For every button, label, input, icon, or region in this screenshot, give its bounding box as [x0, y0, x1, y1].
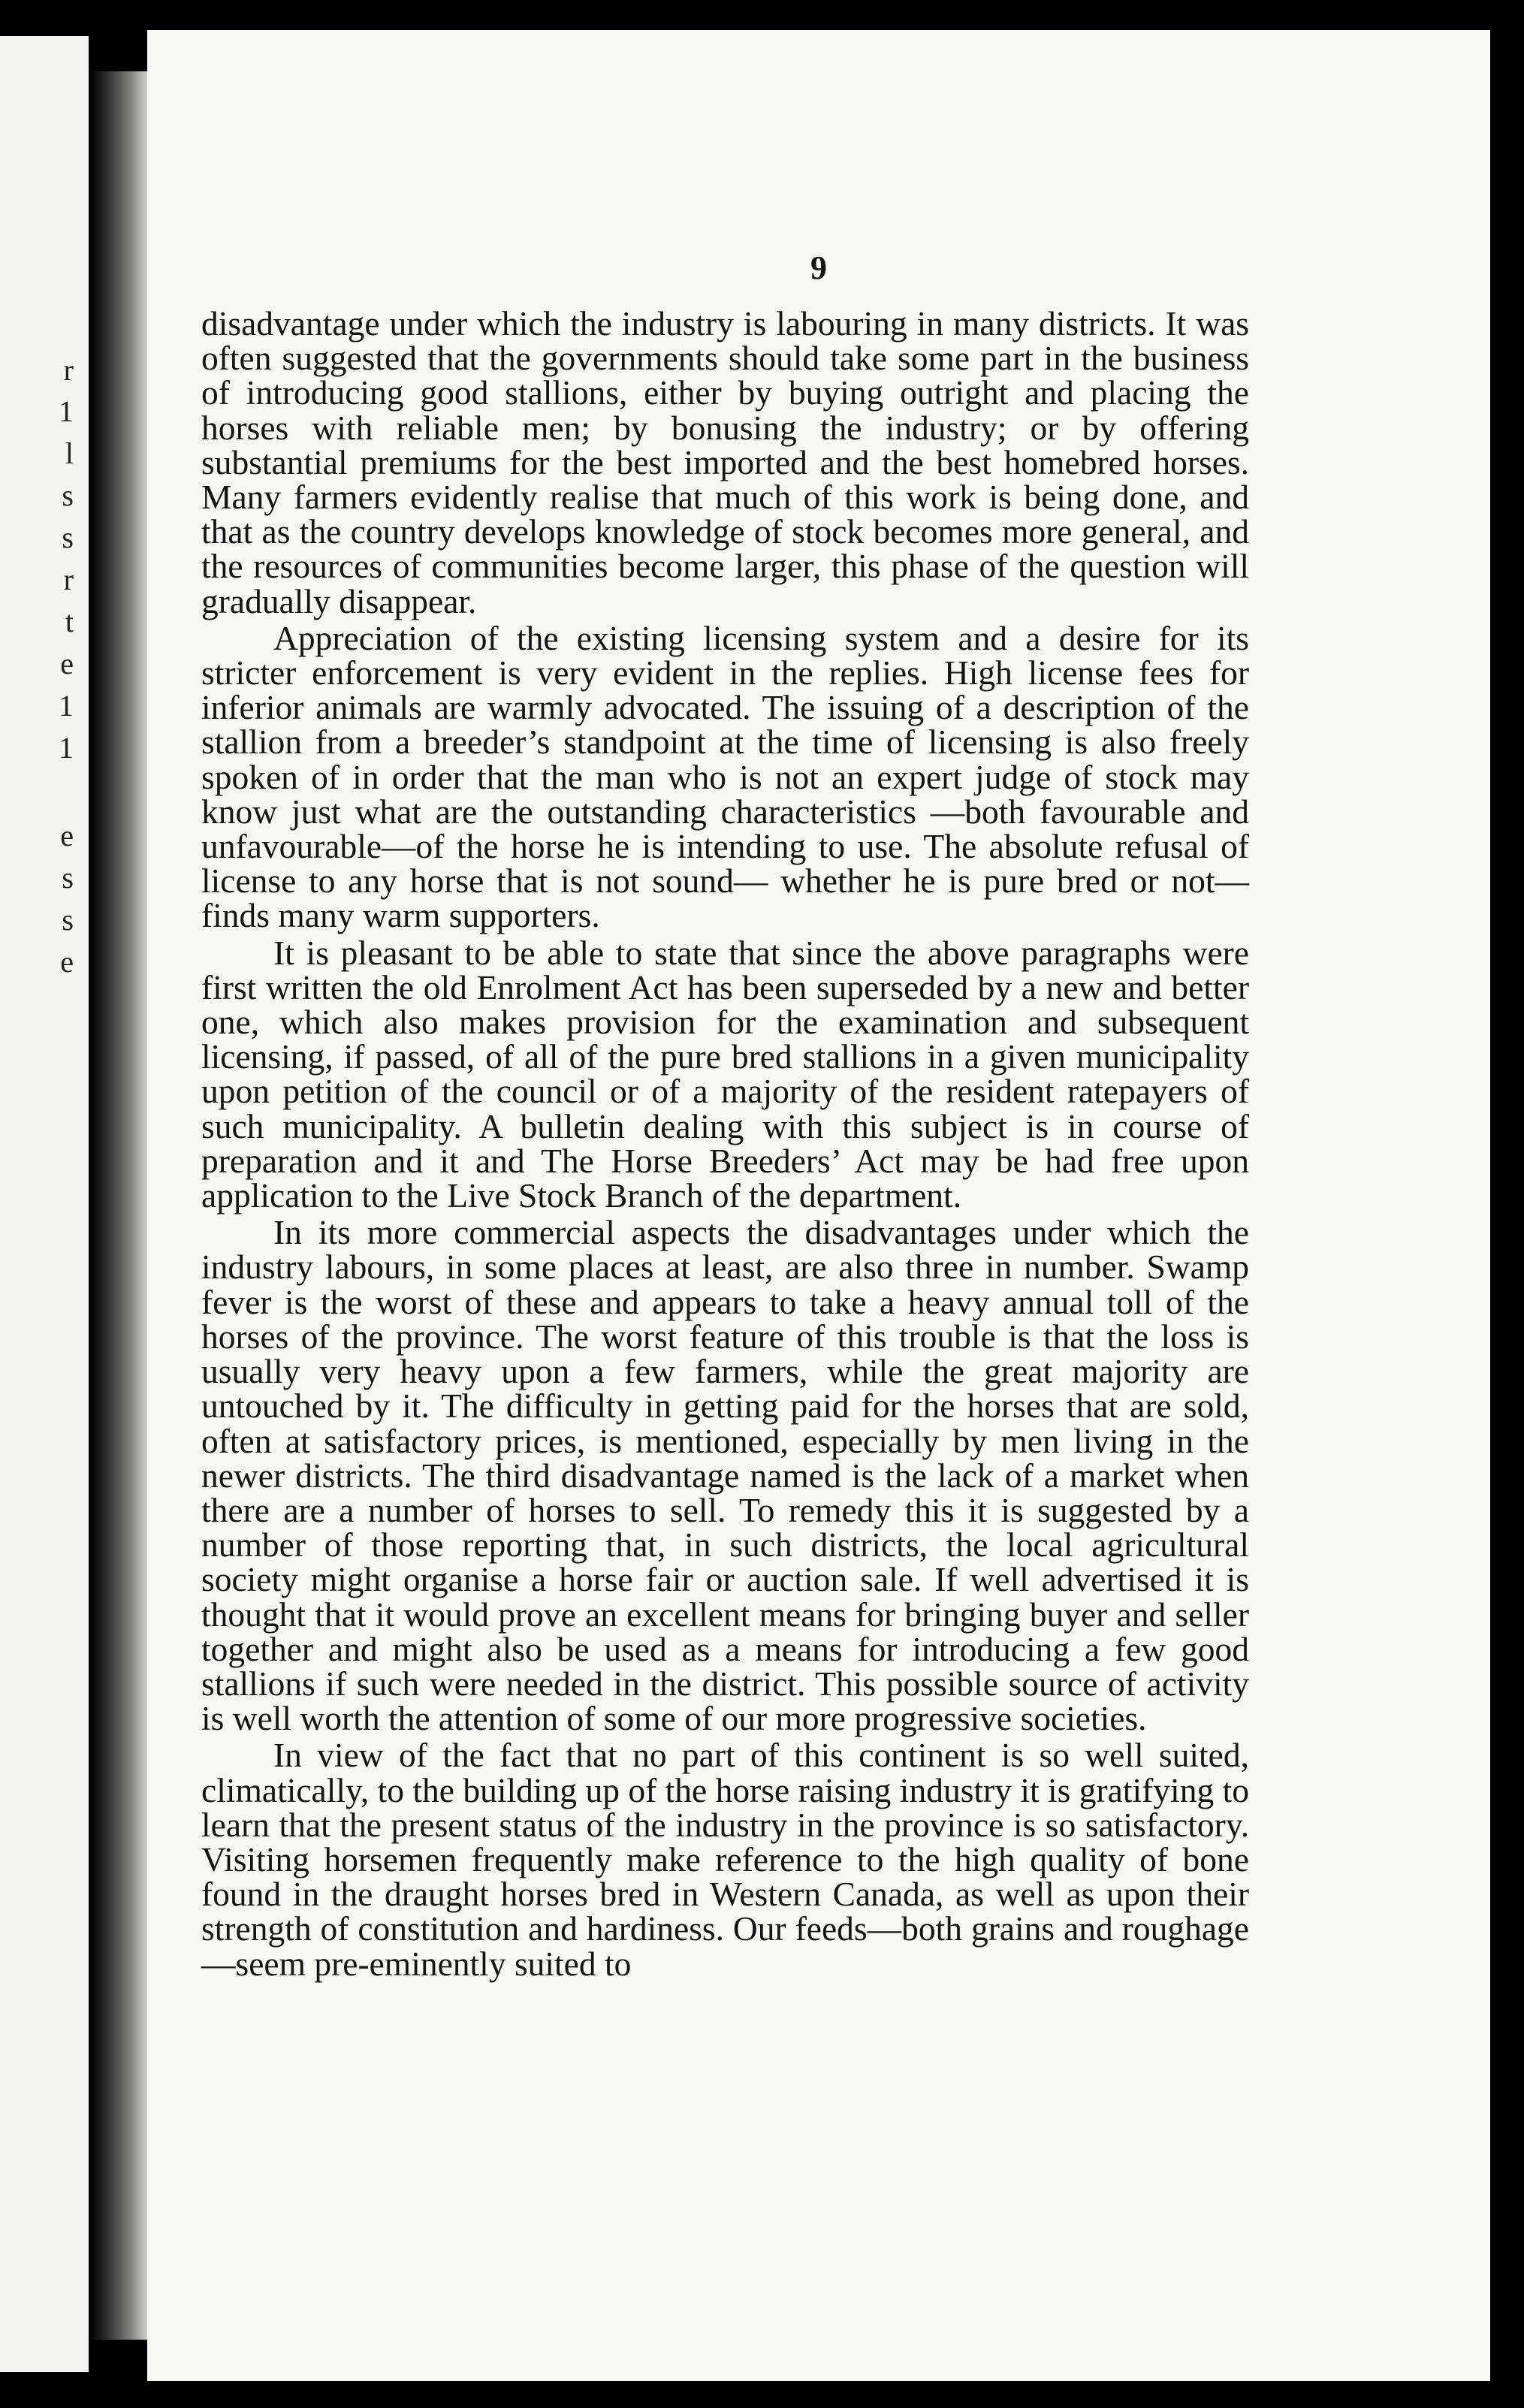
facing-page-fragment: s: [62, 478, 74, 512]
facing-page-fragment: r: [63, 563, 74, 596]
paragraph: Appreciation of the existing licensing system and a desire for its stricter enforcement is very evident in the replies. High license fees for inferior animals are warmly advocated. The issuing of a description of the stallion from a breeder’s standpoint at the time of licensing is also freely spoken of in order that the man who is not an expert judge of stock may know just what are the outstanding characteristics —both favourable and unfavourable—of the horse he is intending to use. The absolute refusal of license to any horse that is not sound— whether he is pure bred or not—finds many warm supporters.: [201, 618, 1249, 935]
facing-page-fragment: s: [62, 861, 74, 895]
facing-page-fragment: 1: [59, 689, 74, 723]
facing-page-fragment: s: [62, 903, 74, 937]
facing-page-fragment: 1: [59, 394, 74, 428]
facing-page-fragment: e: [60, 819, 74, 852]
facing-page-fragment: 1: [59, 731, 74, 765]
page-number: 9: [810, 249, 827, 286]
book-gutter: [89, 71, 147, 2340]
facing-page-fragment: e: [60, 945, 74, 979]
facing-page-fragment: e: [60, 647, 74, 680]
book-page: [147, 30, 1490, 2381]
facing-page-fragment: t: [65, 605, 74, 638]
paragraph: It is pleasant to be able to state that since the above paragraphs were first written the old Enrolment Act has been superseded by a new and better one, which also makes provision for the examination and subsequent licensing, if passed, of all of the pure bred stallions in a given municipality upon petition of the council or of a majority of the resident ratepayers of such municipality. A bulletin dealing with this subject is in course of preparation and it and The Horse Breeders’ Act may be had free upon application to the Live Stock Branch of the department.: [201, 933, 1249, 1215]
facing-page-fragment: s: [62, 521, 74, 554]
body-text: [201, 306, 1249, 1981]
facing-page-fragment: r: [63, 353, 74, 387]
paragraph: In its more commercial aspects the disadvantages under which the industry labours, in some places at least, are also three in number. Swamp fever is the worst of these and appears to take a heavy annual toll of the horses of the province. The worst feature of this trouble is that the loss is usually very heavy upon a few farmers, while the great majority are untouched by it. The difficulty in getting paid for the horses that are sold, often at satisfactory prices, is mentioned, especially by men living in the newer districts. The third disadvantage named is the lack of a market when there are a number of horses to sell. To remedy this it is suggested by a number of those reporting that, in such districts, the local agricultural society might organise a horse fair or auction sale. If well advertised it is thought that it would prove an excellent means for bringing buyer and seller together and might also be used as a means for introducing a few good stallions if such were needed in the district. This possible source of activity is well worth the attention of some of our more progressive societies.: [201, 1213, 1249, 1738]
facing-page-edge: [0, 36, 89, 2372]
facing-page-fragment: l: [65, 436, 74, 470]
paragraph: In view of the fact that no part of this continent is so well suited, climatically, to the building up of the horse raising industry it is gratifying to learn that the present status of the industry in the province is so satisfactory. Visiting horsemen frequently make reference to the high quality of bone found in the draught horses bred in Western Canada, as well as upon their strength of constitution and hardiness. Our feeds—both grains and roughage—seem pre-eminently suited to: [201, 1736, 1249, 1983]
paragraph: disadvantage under which the industry is labouring in many districts. It was often suggested that the governments should take some part in the business of introducing good stallions, either by buying outright and placing the horses with reliable men; by bonusing the industry; or by offering substantial premiums for the best imported and the best homebred horses. Many farmers evidently realise that much of this work is being done, and that as the country develops knowledge of stock becomes more general, and the resources of communities become larger, this phase of the question will gradually disappear.: [201, 304, 1249, 620]
